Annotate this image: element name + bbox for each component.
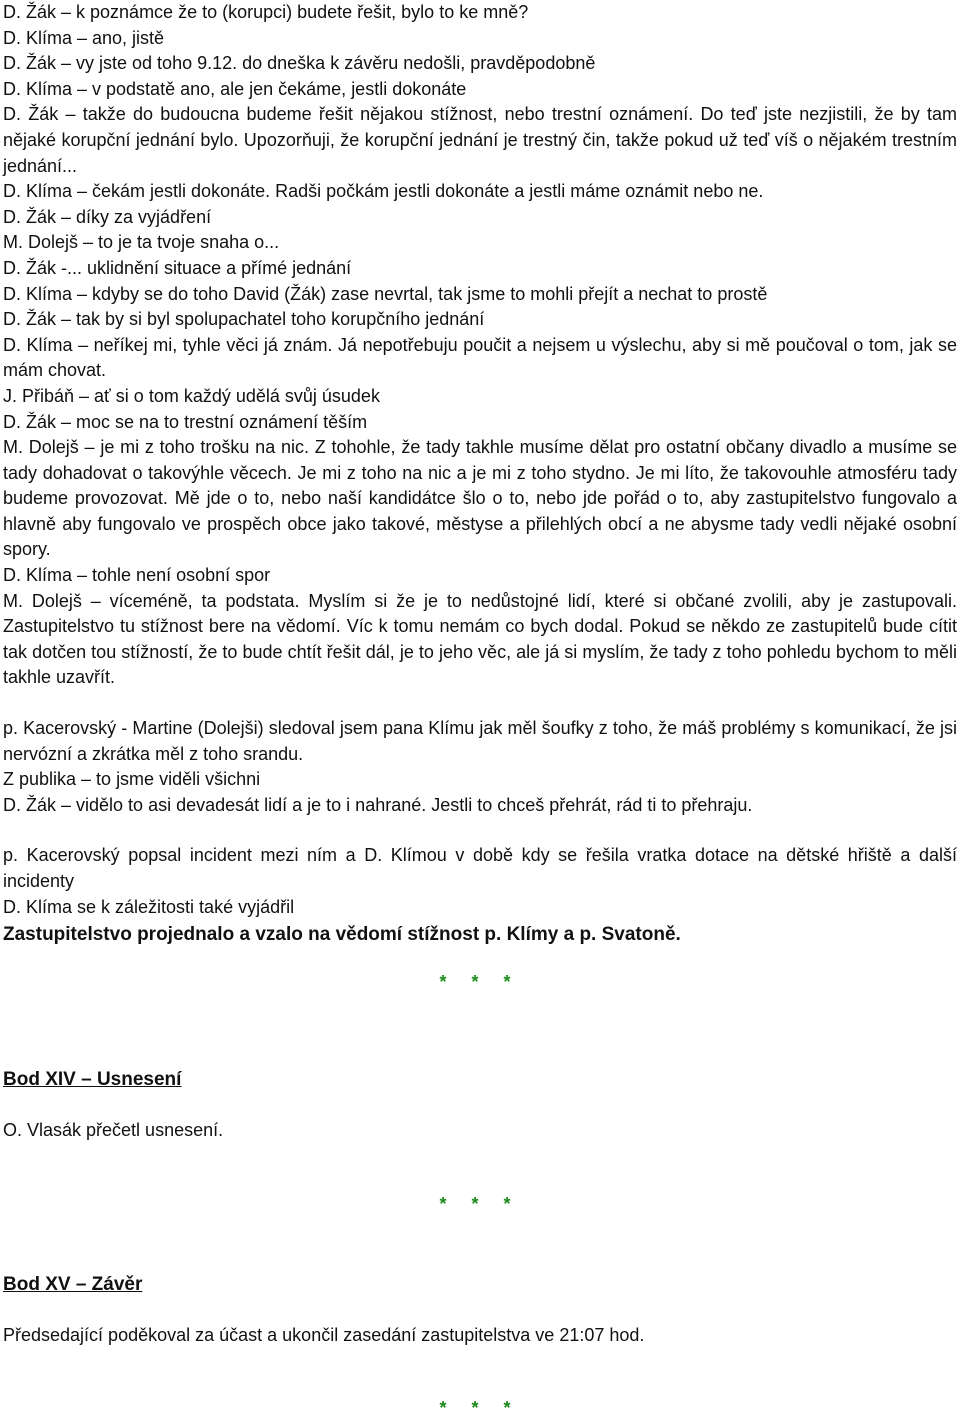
- dialogue-line: D. Klíma – čekám jestli dokonáte. Radši počkám jestli dokonáte a jestli máme oznámit nebo ne.: [3, 181, 764, 202]
- dialogue-line: D. Klíma – tohle není osobní spor: [3, 565, 271, 586]
- section-text-bod-xv: Předsedající poděkoval za účast a ukončil zasedání zastupitelstva ve 21:07 hod.: [3, 1324, 645, 1345]
- dialogue-line: M. Dolejš – to je ta tvoje snaha o...: [3, 232, 280, 253]
- dialogue-line: p. Kacerovský popsal incident mezi ním a D. Klímou v době kdy se řešila vratka dotace na dětské hřiště a další incidenty: [3, 845, 957, 891]
- dialogue-line: D. Žák – vy jste od toho 9.12. do dneška k závěru nedošli, pravděpodobně: [3, 53, 596, 74]
- dialogue-line: D. Žák – díky za vyjádření: [3, 206, 212, 227]
- dialogue-line: Z publika – to jsme viděli všichni: [3, 769, 261, 790]
- dialogue-line: D. Klíma – ano, jistě: [3, 27, 165, 48]
- dialogue-line: D. Klíma – neříkej mi, tyhle věci já znám. Já nepotřebuju poučit a nejsem u výslechu, aby si mě poučoval o tom, jak se mám chovat.: [3, 334, 957, 381]
- spacer: [3, 995, 957, 1067]
- spacer: [3, 1348, 957, 1396]
- section-separator: * * *: [439, 971, 521, 992]
- dialogue-line: D. Klíma – v podstatě ano, ale jen čekáme, jestli dokonáte: [3, 78, 467, 99]
- dialogue-line: D. Klíma – kdyby se do toho David (Žák) zase nevrtal, tak jsme to mohli přejít a nechat to prostě: [3, 283, 768, 304]
- section-separator: * * *: [439, 1193, 521, 1214]
- spacer: [3, 1144, 957, 1192]
- dialogue-line: D. Klíma se k záležitosti také vyjádřil: [3, 896, 295, 917]
- resolution-statement: Zastupitelstvo projednalo a vzalo na vědomí stížnost p. Klímy a p. Svatoně.: [3, 924, 681, 946]
- dialogue-block-2: [3, 716, 957, 818]
- spacer: [3, 691, 957, 716]
- dialogue-line: D. Žák – takže do budoucna budeme řešit nějakou stížnost, nebo trestní oznámení. Do teď jste nezjistili, že by tam nějaké korupční jednání bylo. Upozorňuji, že korupční jednání je trestný čin, takže pokud už teď víš o nějakém trestním jednání...: [3, 104, 957, 176]
- spacer: [3, 818, 957, 843]
- section-text-bod-xiv: O. Vlasák přečetl usnesení.: [3, 1119, 224, 1140]
- dialogue-line: D. Žák – vidělo to asi devadesát lidí a je to i nahrané. Jestli to chceš přehrát, rád ti to přehraju.: [3, 794, 753, 815]
- section-separator: * * *: [439, 1398, 521, 1419]
- spacer: [3, 948, 957, 970]
- dialogue-line: M. Dolejš – víceméně, ta podstata. Myslím si že je to nedůstojné lidí, které si občané zvolili, aby je zastupovali. Zastupitelstvo tu stížnost bere na vědomí. Víc k tomu nemám co bych dodal. Pokud se někdo ze zastupitelů bude cítit tak dotčen tou stížností, že to bude chtít řešit dál, je to jeho věc, ale já si myslím, že tady z toho pohledu bychom to měli takhle uzavřít.: [3, 590, 957, 688]
- dialogue-line: M. Dolejš – je mi z toho trošku na nic. Z tohohle, že tady takhle musíme dělat pro ostatní občany divadlo a musíme se tady dohadovat o takovýhle věcech. Je mi z toho na nic a je mi z toho stydno. Je mi líto, že takovouhle atmosféru tady budeme provozovat. Mě jde o to, nebo naší kandidátce šlo o to, nebo jde pořád o to, aby zastupitelstvo fungovalo a hlavně aby fungovalo ve prospěch obce jako takové, městyse a přilehlých obcí a ne abysme tady vedli nějaké osobní spory.: [3, 437, 957, 560]
- dialogue-line: J. Přibáň – ať si o tom každý udělá svůj úsudek: [3, 385, 380, 406]
- spacer: [3, 1298, 957, 1323]
- dialogue-line: D. Žák – k poznámce že to (korupci) budete řešit, bylo to ke mně?: [3, 2, 529, 22]
- spacer: [3, 1093, 957, 1118]
- dialogue-block-1: [3, 0, 957, 691]
- section-heading-bod-xiv: Bod XIV – Usnesení: [3, 1069, 182, 1091]
- spacer: [3, 1217, 957, 1272]
- dialogue-line: D. Žák -... uklidnění situace a přímé jednání: [3, 257, 352, 278]
- dialogue-line: D. Žák – moc se na to trestní oznámení těším: [3, 411, 368, 432]
- dialogue-block-3: [3, 843, 957, 920]
- dialogue-line: D. Žák – tak by si byl spolupachatel toho korupčního jednání: [3, 309, 485, 330]
- dialogue-line: p. Kacerovský - Martine (Dolejši) sledoval jsem pana Klímu jak měl šoufky z toho, že máš problémy s komunikací, že jsi nervózní a zkrátka měl z toho srandu.: [3, 718, 957, 764]
- section-heading-bod-xv: Bod XV – Závěr: [3, 1274, 143, 1296]
